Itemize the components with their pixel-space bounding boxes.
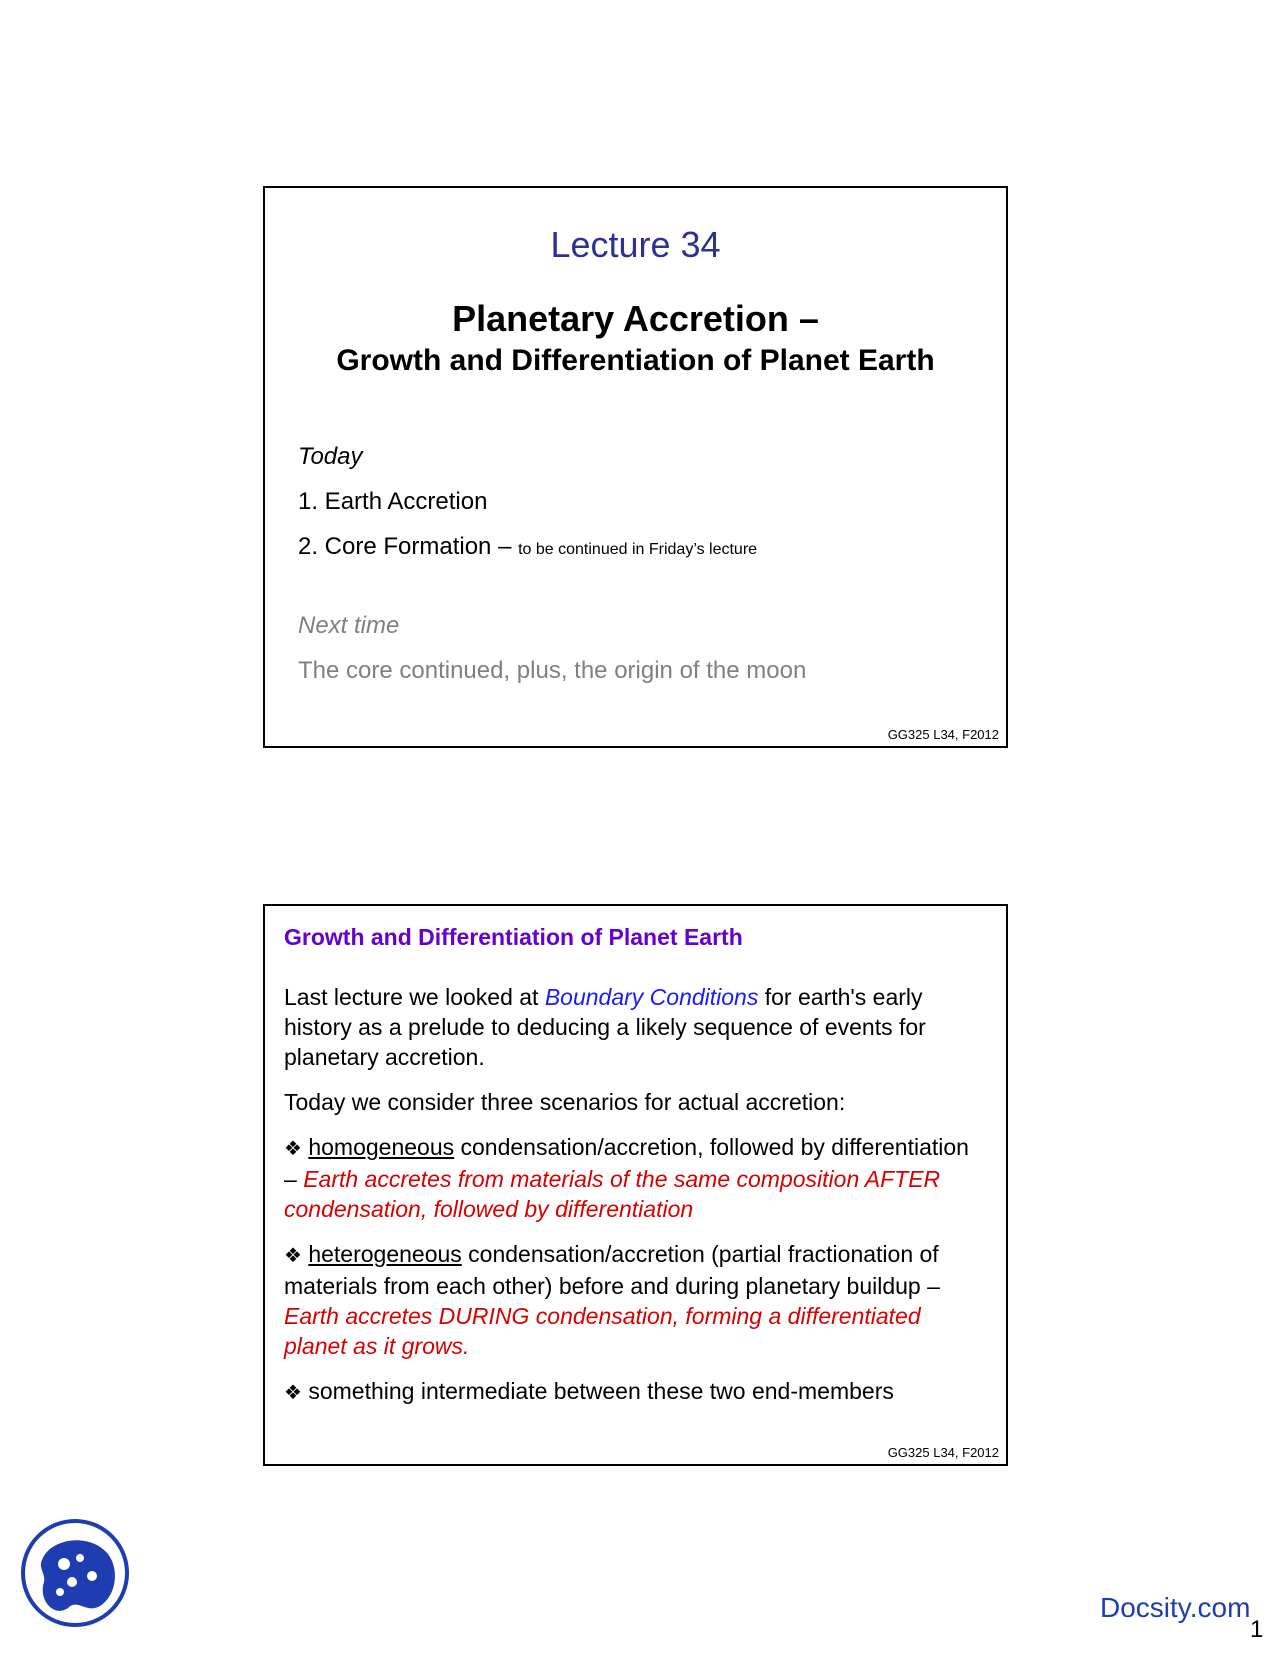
bullet-intermediate — [284, 1376, 984, 1408]
slide-footer: GG325 L34, F2012 — [887, 1445, 999, 1460]
heterogeneous-term: heterogeneous — [308, 1241, 462, 1267]
slide-title: Planetary Accretion – — [452, 298, 819, 339]
slide-heading: Growth and Differentiation of Planet Earth — [284, 924, 743, 950]
slide-body — [284, 982, 984, 1408]
bullet-heterogeneous — [284, 1239, 984, 1361]
page-number: 1 — [1250, 1616, 1264, 1643]
paragraph-text: Last lecture we looked at — [284, 984, 545, 1010]
agenda-item-2-note: to be continued in Friday’s lecture — [518, 541, 758, 558]
bullet-text: something intermediate between these two end-members — [301, 1378, 894, 1404]
boundary-conditions-term: Boundary Conditions — [544, 984, 759, 1010]
docsity-logo-icon — [20, 1518, 130, 1628]
today-label: Today — [298, 443, 363, 470]
bullet-text: condensation/accretion (partial fractionation of materials from each other) before and during planetary buildup – — [284, 1241, 940, 1299]
diamond-bullet-icon: ❖ — [284, 1245, 302, 1267]
paragraph-scenarios-intro: Today we consider three scenarios for actual accretion: — [284, 1089, 846, 1115]
lecture-number: Lecture 34 — [550, 224, 721, 265]
bullet-text: condensation/accretion, followed by differentiation – — [284, 1134, 969, 1192]
paragraph-text: for earth's early history as a prelude to deducing a likely sequence of events for planetary accretion. — [284, 984, 926, 1070]
homogeneous-term: homogeneous — [308, 1134, 455, 1160]
agenda-item-1: 1. Earth Accretion — [298, 488, 488, 515]
agenda-item-2 — [298, 533, 757, 561]
bullet-emphasis: Earth accretes DURING condensation, forming a differentiated planet as it grows. — [284, 1303, 921, 1359]
bullet-homogeneous — [284, 1132, 984, 1224]
slide-1 — [263, 186, 1008, 748]
paragraph-boundary-conditions — [284, 982, 984, 1072]
slide-footer: GG325 L34, F2012 — [887, 727, 999, 742]
next-time-label: Next time — [298, 612, 400, 639]
diamond-bullet-icon: ❖ — [284, 1138, 302, 1160]
next-time-description: The core continued, plus, the origin of the moon — [298, 657, 807, 684]
slide-2 — [263, 904, 1008, 1466]
slide-subtitle: Growth and Differentiation of Planet Earth — [336, 344, 935, 377]
bullet-emphasis: Earth accretes from materials of the same composition AFTER condensation, followed by differentiation — [284, 1166, 941, 1222]
diamond-bullet-icon: ❖ — [284, 1382, 302, 1404]
agenda-item-2-text: 2. Core Formation – — [298, 533, 519, 560]
docsity-watermark: Docsity.com — [1100, 1592, 1251, 1623]
